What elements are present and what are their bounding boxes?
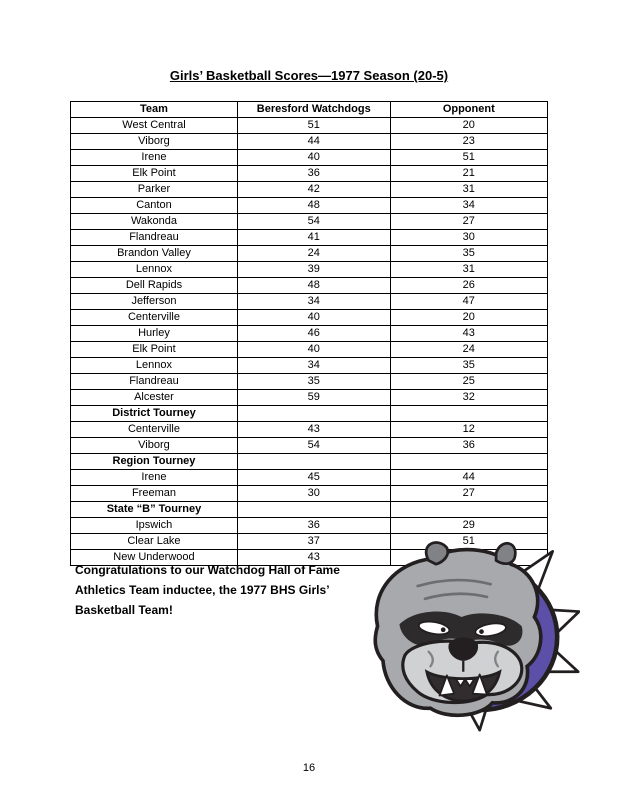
opponent-score-cell: 25 <box>390 374 547 390</box>
watchdogs-score-cell: 45 <box>237 470 390 486</box>
document-title: Girls’ Basketball Scores—1977 Season (20-5) <box>169 68 449 83</box>
opponent-score-cell: 24 <box>390 342 547 358</box>
team-cell: Wakonda <box>71 214 238 230</box>
score-row <box>71 390 548 406</box>
score-row <box>71 470 548 486</box>
column-header: Opponent <box>390 102 547 118</box>
team-cell: Lennox <box>71 358 238 374</box>
score-row <box>71 358 548 374</box>
congratulations-text: Congratulations to our Watchdog Hall of Fame Athletics Team inductee, the 1977 BHS Girls’ Basketball Team! <box>75 563 340 617</box>
team-cell: Lennox <box>71 262 238 278</box>
score-row <box>71 118 548 134</box>
team-cell: Centerville <box>71 422 238 438</box>
scores-table <box>70 101 548 566</box>
score-row <box>71 342 548 358</box>
column-header: Beresford Watchdogs <box>237 102 390 118</box>
column-header: Team <box>71 102 238 118</box>
team-cell: District Tourney <box>71 406 238 422</box>
opponent-score-cell: 20 <box>390 118 547 134</box>
opponent-score-cell: 21 <box>390 166 547 182</box>
team-cell: Centerville <box>71 310 238 326</box>
scores-table-body <box>71 118 548 566</box>
opponent-score-cell <box>390 454 547 470</box>
watchdogs-score-cell <box>237 502 390 518</box>
team-cell: Irene <box>71 150 238 166</box>
score-row <box>71 166 548 182</box>
opponent-score-cell: 51 <box>390 534 547 550</box>
opponent-score-cell: 43 <box>390 326 547 342</box>
team-cell: Jefferson <box>71 294 238 310</box>
watchdogs-score-cell: 46 <box>237 326 390 342</box>
opponent-score-cell: 12 <box>390 422 547 438</box>
watchdogs-score-cell: 37 <box>237 534 390 550</box>
team-cell: Clear Lake <box>71 534 238 550</box>
team-cell: Irene <box>71 470 238 486</box>
scores-table-header-row <box>71 102 548 118</box>
bulldog-mascot-image <box>352 534 580 732</box>
opponent-score-cell: 27 <box>390 214 547 230</box>
opponent-score-cell: 20 <box>390 310 547 326</box>
team-cell: Dell Rapids <box>71 278 238 294</box>
score-row <box>71 214 548 230</box>
opponent-score-cell: 44 <box>390 470 547 486</box>
team-cell: Region Tourney <box>71 454 238 470</box>
watchdogs-score-cell: 54 <box>237 214 390 230</box>
opponent-score-cell: 51 <box>390 150 547 166</box>
watchdogs-score-cell: 48 <box>237 198 390 214</box>
watchdogs-score-cell: 41 <box>237 230 390 246</box>
tourney-section-row <box>71 454 548 470</box>
score-row <box>71 518 548 534</box>
team-cell: Brandon Valley <box>71 246 238 262</box>
score-row <box>71 294 548 310</box>
team-cell: Ipswich <box>71 518 238 534</box>
opponent-score-cell: 34 <box>390 198 547 214</box>
opponent-score-cell: 23 <box>390 134 547 150</box>
watchdogs-score-cell: 34 <box>237 294 390 310</box>
watchdogs-score-cell: 54 <box>237 438 390 454</box>
opponent-score-cell: 31 <box>390 262 547 278</box>
watchdogs-score-cell: 35 <box>237 374 390 390</box>
page-number: 16 <box>302 762 316 774</box>
score-row <box>71 198 548 214</box>
score-row <box>71 230 548 246</box>
opponent-score-cell: 29 <box>390 518 547 534</box>
watchdogs-score-cell: 51 <box>237 118 390 134</box>
opponent-score-cell: 26 <box>390 278 547 294</box>
score-row <box>71 310 548 326</box>
watchdogs-score-cell: 48 <box>237 278 390 294</box>
watchdogs-score-cell: 36 <box>237 166 390 182</box>
score-row <box>71 438 548 454</box>
team-cell: Viborg <box>71 134 238 150</box>
opponent-score-cell: 36 <box>390 438 547 454</box>
team-cell: Flandreau <box>71 230 238 246</box>
team-cell: State “B” Tourney <box>71 502 238 518</box>
watchdogs-score-cell: 44 <box>237 134 390 150</box>
opponent-score-cell: 30 <box>390 230 547 246</box>
watchdogs-score-cell: 40 <box>237 150 390 166</box>
team-cell: Flandreau <box>71 374 238 390</box>
watchdogs-score-cell <box>237 454 390 470</box>
score-row <box>71 182 548 198</box>
watchdogs-score-cell: 43 <box>237 550 390 566</box>
score-row <box>71 134 548 150</box>
team-cell: Alcester <box>71 390 238 406</box>
watchdogs-score-cell: 59 <box>237 390 390 406</box>
opponent-score-cell: 32 <box>390 390 547 406</box>
tourney-section-row <box>71 502 548 518</box>
team-cell: West Central <box>71 118 238 134</box>
score-row <box>71 262 548 278</box>
team-cell: Hurley <box>71 326 238 342</box>
opponent-score-cell: 35 <box>390 246 547 262</box>
watchdogs-score-cell <box>237 406 390 422</box>
score-row <box>71 150 548 166</box>
watchdogs-score-cell: 42 <box>237 182 390 198</box>
opponent-score-cell: 47 <box>390 294 547 310</box>
watchdogs-score-cell: 40 <box>237 310 390 326</box>
watchdogs-score-cell: 36 <box>237 518 390 534</box>
team-cell: Viborg <box>71 438 238 454</box>
score-row <box>71 486 548 502</box>
score-row <box>71 374 548 390</box>
watchdogs-score-cell: 43 <box>237 422 390 438</box>
score-row <box>71 278 548 294</box>
team-cell: Canton <box>71 198 238 214</box>
watchdogs-score-cell: 39 <box>237 262 390 278</box>
opponent-score-cell: 27 <box>390 486 547 502</box>
score-row <box>71 246 548 262</box>
watchdogs-score-cell: 24 <box>237 246 390 262</box>
score-row <box>71 326 548 342</box>
opponent-score-cell: 35 <box>390 358 547 374</box>
watchdogs-score-cell: 30 <box>237 486 390 502</box>
opponent-score-cell <box>390 502 547 518</box>
tourney-section-row <box>71 406 548 422</box>
team-cell: New Underwood <box>71 550 238 566</box>
opponent-score-cell: 31 <box>390 182 547 198</box>
opponent-score-cell <box>390 406 547 422</box>
score-row <box>71 422 548 438</box>
team-cell: Parker <box>71 182 238 198</box>
team-cell: Freeman <box>71 486 238 502</box>
team-cell: Elk Point <box>71 166 238 182</box>
watchdogs-score-cell: 34 <box>237 358 390 374</box>
watchdogs-score-cell: 40 <box>237 342 390 358</box>
team-cell: Elk Point <box>71 342 238 358</box>
